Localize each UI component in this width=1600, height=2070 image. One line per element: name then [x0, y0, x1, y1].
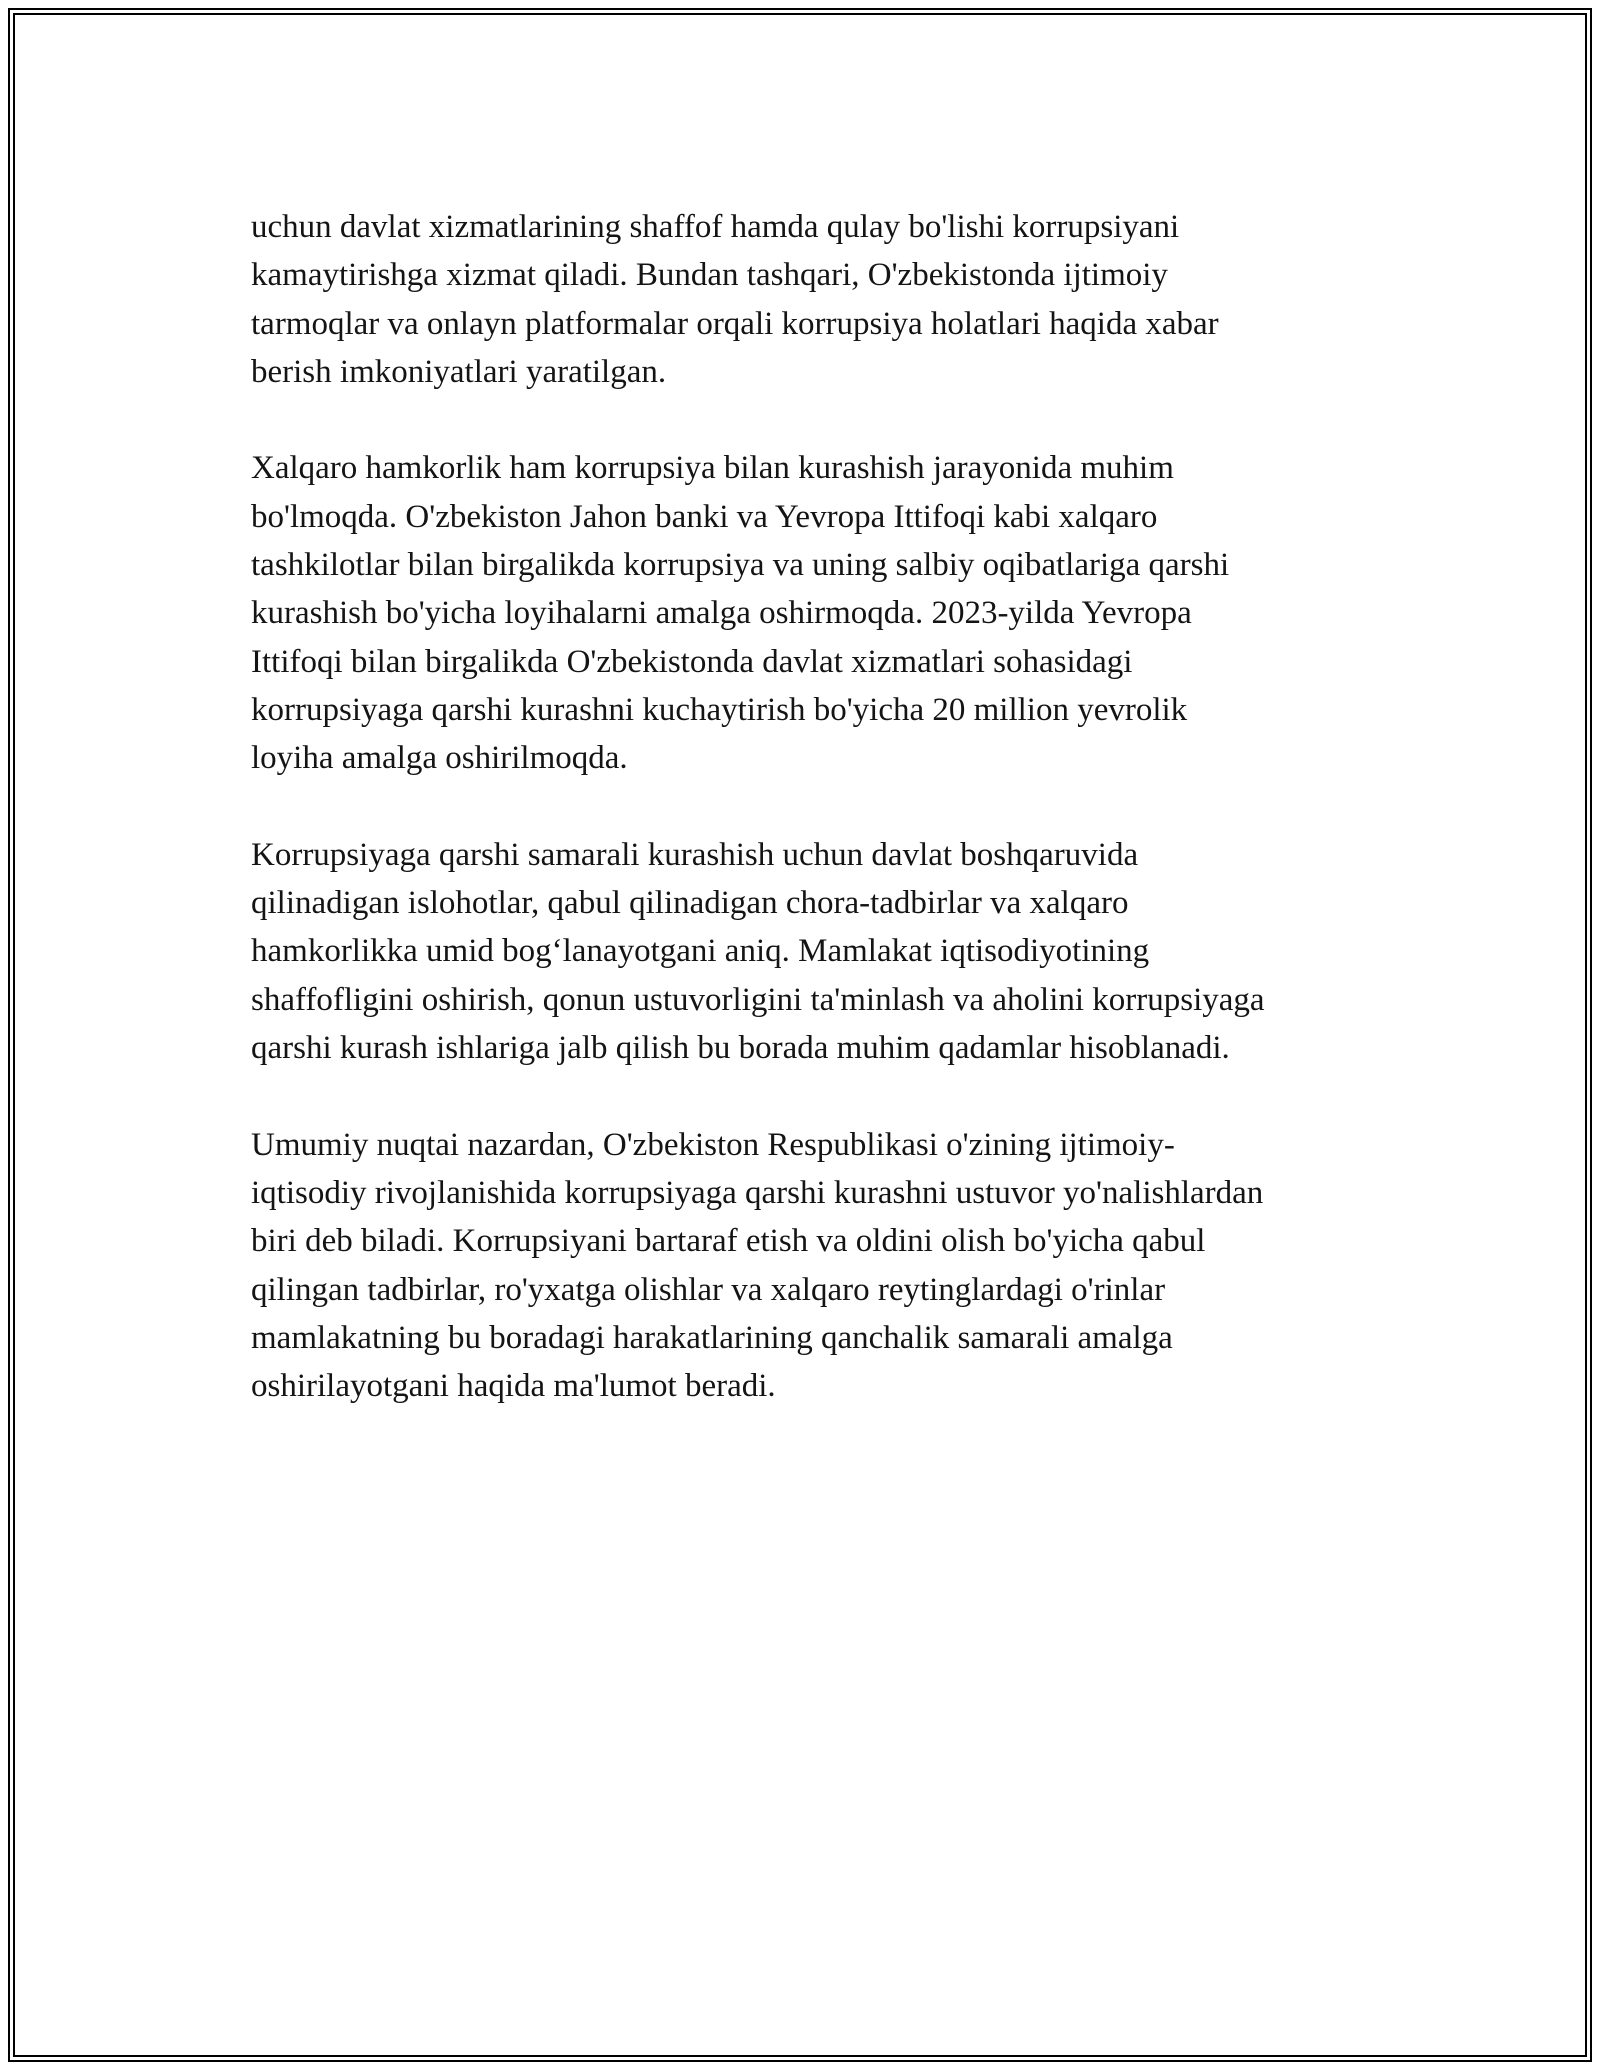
paragraph-2: Xalqaro hamkorlik ham korrupsiya bilan kurashish jarayonida muhim bo'lmoqda. O'zbekiston Jahon banki va Yevropa Ittifoqi kabi xalqaro tashkilotlar bilan birgalikda korrupsiya va uning salbiy oqibatlariga qarshi kurashish bo'yicha loyihalarni amalga oshirmoqda. 2023-yilda Yevropa Ittifoqi bilan birgalikda O'zbekistonda davlat xizmatlari sohasidagi korrupsiyaga qarshi kurashni kuchaytirish bo'yicha 20 million yevrolik loyiha amalga oshirilmoqda.: [251, 450, 1230, 777]
page-border: [8, 8, 1592, 2062]
page-body: [251, 203, 1391, 1459]
paragraph-4: Umumiy nuqtai nazardan, O'zbekiston Respublikasi o'zining ijtimoiy- iqtisodiy rivojlanishida korrupsiyaga qarshi kurashni ustuvor yo'nalishlardan biri deb biladi. Korrupsiyani bartaraf etish va oldini olish bo'yicha qabul qilingan tadbirlar, ro'yxatga olishlar va xalqaro reytinglardagi o'rinlar mamlakatning bu boradagi harakatlarining qanchalik samarali amalga oshirilayotgani haqida ma'lumot beradi.: [251, 1126, 1264, 1405]
paragraph-3: Korrupsiyaga qarshi samarali kurashish uchun davlat boshqaruvida qilinadigan islohotlar, qabul qilinadigan chora-tadbirlar va xalqaro hamkorlikka umid bog‘lanayotgani aniq. Mamlakat iqtisodiyotining shaffofligini oshirish, qonun ustuvorligini ta'minlash va aholini korrupsiyaga qarshi kurash ishlariga jalb qilish bu borada muhim qadamlar hisoblanadi.: [251, 836, 1265, 1067]
paragraph-1: uchun davlat xizmatlarining shaffof hamda qulay bo'lishi korrupsiyani kamaytirishga xizmat qiladi. Bundan tashqari, O'zbekistonda ijtimoiy tarmoqlar va onlayn platformalar orqali korrupsiya holatlari haqida xabar berish imkoniyatlari yaratilgan.: [251, 209, 1219, 390]
